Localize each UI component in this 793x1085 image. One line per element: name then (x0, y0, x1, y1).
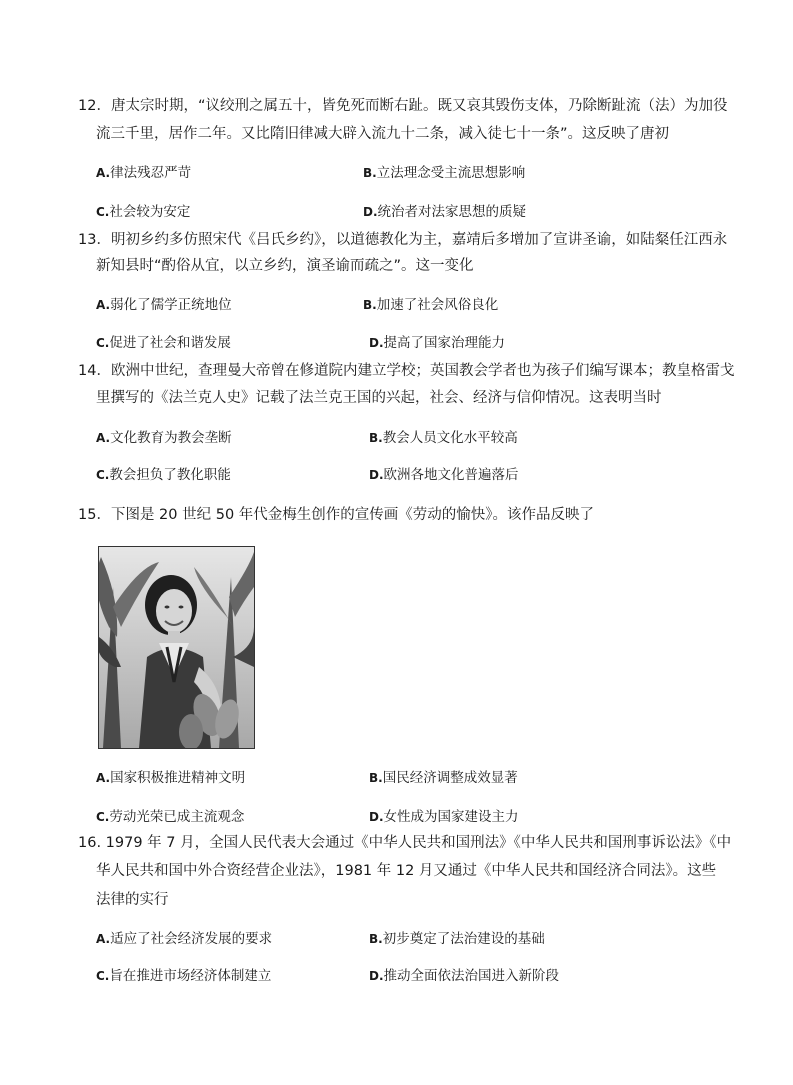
q14-option-d[interactable] (369, 465, 519, 485)
option-letter: B. (363, 166, 377, 180)
option-text: 律法残忍严苛 (110, 165, 192, 181)
q12-option-c[interactable] (96, 202, 190, 222)
question-13-line-1: 13．明初乡约多仿照宋代《吕氏乡约》，以道德教化为主，嘉靖后多增加了宣讲圣谕，如陆粲任江西永 (78, 232, 728, 248)
q15-option-b[interactable] (369, 768, 518, 788)
option-text: 女性成为国家建设主力 (383, 809, 519, 825)
q12-option-d[interactable] (363, 202, 526, 222)
option-text: 适应了社会经济发展的要求 (110, 931, 273, 947)
question-16-line-2: 华人民共和国中外合资经营企业法》，1981 年 12 月又通过《中华人民共和国经济合同法》。这些 (96, 863, 717, 879)
option-text: 教会担负了教化职能 (109, 467, 231, 483)
option-text: 社会较为安定 (109, 204, 191, 220)
option-letter: A. (96, 431, 111, 445)
q14-option-b[interactable] (369, 428, 518, 448)
option-letter: C. (96, 810, 110, 824)
option-letter: C. (96, 205, 110, 219)
question-16-line-1: 16. 1979 年 7 月，全国人民代表大会通过《中华人民共和国刑法》《中华人民共和国刑事诉讼法》《中 (78, 835, 732, 851)
question-15-line-1: 15．下图是 20 世纪 50 年代金梅生创作的宣传画《劳动的愉快》。该作品反映了 (78, 507, 595, 523)
option-letter: B. (369, 932, 383, 946)
option-text: 国家积极推进精神文明 (110, 770, 246, 786)
question-12-line-1: 12．唐太宗时期，“议绞刑之属五十，皆免死而断右趾。既又哀其毁伤支体，乃除断趾流（法）为加役 (78, 98, 728, 114)
q15-option-c[interactable] (96, 807, 244, 827)
q12-option-b[interactable] (363, 163, 525, 183)
option-text: 推动全面依法治国进入新阶段 (383, 968, 560, 984)
q16-option-c[interactable] (96, 966, 271, 986)
option-text: 初步奠定了法治建设的基础 (382, 931, 545, 947)
question-14-line-1: 14．欧洲中世纪，查理曼大帝曾在修道院内建立学校；英国教会学者也为孩子们编写课本；教皇格雷戈 (78, 363, 735, 379)
option-text: 劳动光荣已成主流观念 (109, 809, 245, 825)
option-text: 欧洲各地文化普遍落后 (383, 467, 519, 483)
option-text: 统治者对法家思想的质疑 (377, 204, 527, 220)
q16-option-b[interactable] (369, 929, 545, 949)
option-text: 加速了社会风俗良化 (376, 297, 499, 313)
option-letter: A. (96, 932, 111, 946)
option-letter: C. (96, 336, 110, 350)
question-13-line-2: 新知县时“酌俗从宜，以立乡约，演圣谕而疏之”。这一变化 (96, 258, 474, 274)
option-text: 立法理念受主流思想影响 (376, 165, 526, 181)
option-letter: D. (369, 468, 384, 482)
q13-option-c[interactable] (96, 333, 231, 353)
option-text: 文化教育为教会垄断 (110, 430, 232, 446)
option-text: 教会人员文化水平较高 (382, 430, 518, 446)
question-16-line-3: 法律的实行 (96, 892, 169, 908)
option-letter: B. (369, 431, 383, 445)
q14-option-c[interactable] (96, 465, 231, 485)
q13-option-d[interactable] (369, 333, 505, 353)
q15-option-a[interactable] (96, 768, 245, 788)
option-letter: A. (96, 771, 111, 785)
option-letter: A. (96, 166, 111, 180)
option-letter: C. (96, 468, 110, 482)
q13-option-b[interactable] (363, 295, 498, 315)
option-letter: A. (96, 298, 111, 312)
option-text: 弱化了儒学正统地位 (110, 297, 232, 313)
option-text: 促进了社会和谐发展 (109, 335, 231, 351)
option-letter: C. (96, 969, 110, 983)
q12-option-a[interactable] (96, 163, 191, 183)
option-text: 国民经济调整成效显著 (382, 770, 518, 786)
question-12-line-2: 流三千里，居作二年。又比隋旧律减大辟入流九十二条，减入徒七十一条”。这反映了唐初 (96, 126, 670, 142)
q14-option-a[interactable] (96, 428, 232, 448)
question-14-line-2: 里撰写的《法兰克人史》记载了法兰克王国的兴起，社会、经济与信仰情况。这表明当时 (96, 390, 662, 406)
q15-option-d[interactable] (369, 807, 519, 827)
q13-option-a[interactable] (96, 295, 232, 315)
option-letter: B. (363, 298, 377, 312)
option-letter: D. (369, 810, 384, 824)
propaganda-poster-image (98, 546, 255, 749)
option-letter: B. (369, 771, 383, 785)
option-letter: D. (363, 205, 378, 219)
q16-option-a[interactable] (96, 929, 272, 949)
option-text: 旨在推进市场经济体制建立 (109, 968, 272, 984)
option-letter: D. (369, 336, 384, 350)
q16-option-d[interactable] (369, 966, 559, 986)
option-text: 提高了国家治理能力 (383, 335, 506, 351)
option-letter: D. (369, 969, 384, 983)
